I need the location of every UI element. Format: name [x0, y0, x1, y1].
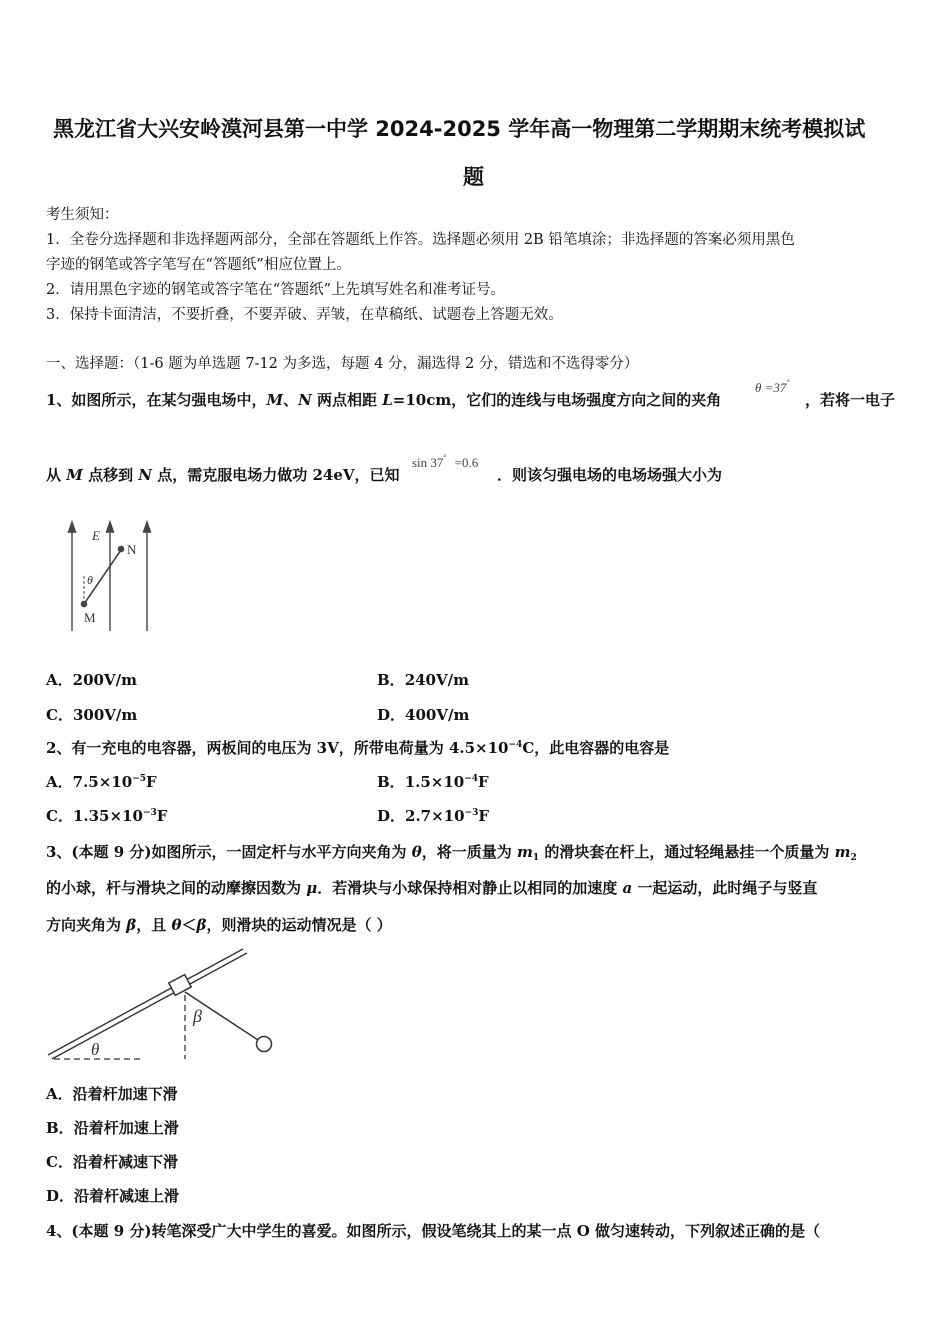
question-4: 4、(本题 9 分)转笔深受广大中学生的喜爱。如图所示，假设笔绕其上的某一点 O 做匀速转动，下列叙述正确的是（	[46, 1222, 821, 1240]
var-N: N	[298, 391, 312, 409]
notice-item: 字迹的钢笔或答字笔写在“答题纸”相应位置上。	[46, 257, 351, 273]
var-M: M	[266, 391, 284, 409]
q1-text: 点移到	[82, 466, 139, 484]
notice-item: 1．全卷分选择题和非选择题两部分，全部在答题纸上作答。选择题必须用 2B 铅笔填涂；非选择题的答案必须用黑色	[46, 232, 795, 248]
question-1-line-2-end: ．则该匀强电场的电场场强大小为	[497, 466, 723, 484]
q1-text: 点，需克服电场力做功 24eV，已知	[152, 466, 400, 484]
rod-edge	[52, 953, 247, 1059]
question-1-line-1-end: ，若将一电子	[805, 391, 896, 409]
arrowhead	[69, 522, 76, 532]
question-3-line-1: 3、(本题 9 分)如图所示，一固定杆与水平方向夹角为 θ，将一质量为 $m_1$ 的滑块套在杆上，通过轻绳悬挂一个质量为 $m_2$	[46, 843, 857, 863]
q1-text: 从	[46, 466, 67, 484]
notice-header: 考生须知：	[46, 207, 119, 223]
incline-rod-figure	[44, 945, 284, 1065]
label-N: N	[127, 542, 137, 557]
label-M: M	[84, 610, 96, 625]
option-C[interactable]: C．沿着杆减速下滑	[46, 1153, 178, 1171]
option-D[interactable]: D．$2.7\times 10^{-3}F$	[377, 807, 490, 825]
notice-item: 2．请用黑色字迹的钢笔或答字笔在“答题纸”上先填写姓名和准考证号。	[46, 282, 506, 298]
electric-field-figure	[62, 518, 162, 634]
var-L: L	[382, 391, 393, 409]
var-M: M	[66, 466, 83, 484]
label-beta: β	[193, 1006, 202, 1026]
formula-theta: θ =37°	[755, 378, 790, 395]
section-header: 一、选择题：（1-6 题为单选题 7-12 为多选，每题 4 分，漏选得 2 分，错选和不选得零分）	[46, 356, 639, 372]
option-B[interactable]: B．沿着杆加速上滑	[46, 1119, 179, 1137]
option-B[interactable]: B．$1.5\times 10^{-4}F$	[377, 773, 489, 791]
slider-block	[169, 975, 191, 996]
notice-item: 3．保持卡面清洁，不要折叠，不要弄破、弄皱，在草稿纸、试题卷上答题无效。	[46, 307, 563, 323]
label-theta: θ	[87, 573, 93, 587]
q1-text: 、	[283, 391, 299, 409]
option-D[interactable]: D．沿着杆减速上滑	[46, 1187, 180, 1205]
label-theta: θ	[91, 1040, 100, 1059]
q1-text: =10cm，它们的连线与电场强度方向之间的夹角	[392, 391, 722, 409]
option-A[interactable]: A．200V/m	[46, 671, 137, 689]
option-B[interactable]: B．240V/m	[377, 671, 469, 689]
question-1-line-1	[46, 389, 721, 410]
q1-text: 1、如图所示，在某匀强电场中，	[46, 391, 267, 409]
point-N	[118, 546, 123, 551]
option-C[interactable]: C．$1.35\times 10^{-3}F$	[46, 807, 168, 825]
question-2: 2、有一充电的电容器，两板间的电压为 3V，所带电荷量为 $4.5\times 10^{-4}C$，此电容器的电容是	[46, 739, 670, 757]
ball	[257, 1037, 272, 1052]
question-3-line-2: 的小球，杆与滑块之间的动摩擦因数为 μ．若滑块与小球保持相对静止以相同的加速度 a 一起运动，此时绳子与竖直	[46, 879, 818, 897]
question-3-line-3: 方向夹角为 β，且 θ＜β，则滑块的运动情况是（ ）	[46, 916, 392, 934]
var-N: N	[138, 466, 153, 484]
q1-text: 两点相距	[311, 391, 383, 409]
arrowhead	[144, 522, 151, 532]
option-A[interactable]: A．沿着杆加速下滑	[46, 1085, 178, 1103]
option-A[interactable]: A．$7.5\times 10^{-5}F$	[46, 773, 157, 791]
arrowhead	[107, 522, 114, 532]
page-title-continued: 题	[463, 165, 484, 189]
formula-sin: sin 37° =0.6	[412, 453, 479, 470]
point-M	[81, 601, 86, 606]
option-D[interactable]: D．400V/m	[377, 706, 470, 724]
rod-edge	[48, 949, 243, 1055]
option-C[interactable]: C．300V/m	[46, 706, 138, 724]
page-title: 黑龙江省大兴安岭漠河县第一中学 2024-2025 学年高一物理第二学期期末统考模拟试	[53, 117, 866, 141]
label-E: E	[92, 528, 100, 543]
question-1-line-2	[46, 464, 400, 485]
